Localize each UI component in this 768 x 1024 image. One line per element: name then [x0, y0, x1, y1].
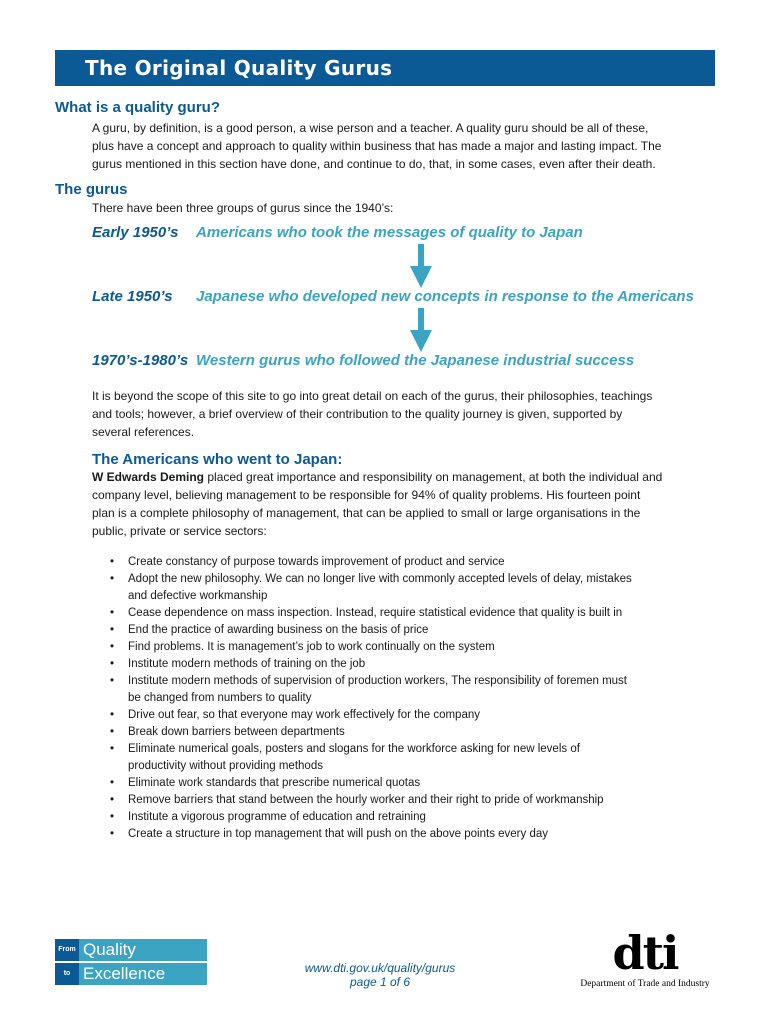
- deming-paragraph: [92, 468, 722, 540]
- quality-to-excellence-logo: [55, 939, 207, 987]
- page-title: The Original Quality Gurus: [55, 50, 715, 86]
- paragraph-line: gurus mentioned in this section have done, and continue to do, that, in some cases, even after their death.: [92, 157, 656, 171]
- paragraph-line: W Edwards Deming placed great importance and responsibility on management, at both the individual and: [92, 470, 663, 484]
- paragraph-line: public, private or service sectors:: [92, 524, 267, 538]
- list-item: • End the practice of awarding business on the basis of price: [110, 622, 720, 639]
- list-item: • Eliminate work standards that prescribe numerical quotas: [110, 775, 720, 792]
- fourteen-points-list: [110, 554, 720, 843]
- section-heading-what-is-guru: What is a quality guru?: [55, 99, 221, 116]
- group-period: Late 1950’s: [92, 288, 173, 305]
- down-arrow-icon: [410, 244, 432, 288]
- logo-to-label: to: [55, 963, 79, 985]
- logo-excellence-word: Excellence: [79, 963, 207, 985]
- list-item: • Drive out fear, so that everyone may work effectively for the company: [110, 707, 720, 724]
- paragraph-line: plus have a concept and approach to quality within business that has made a major and lasting impact. The: [92, 139, 662, 153]
- list-item: • Institute modern methods of training on the job: [110, 656, 720, 673]
- logo-from-label: From: [55, 939, 79, 961]
- list-item: • Institute modern methods of supervision of production workers, The responsibility of foremen must be changed from numbers to quality: [110, 673, 720, 707]
- list-item: • Create a structure in top management that will push on the above points every day: [110, 826, 720, 843]
- paragraph-line: A guru, by definition, is a good person, a wise person and a teacher. A quality guru should be all of these,: [92, 121, 649, 135]
- group-period: 1970’s-1980’s: [92, 352, 189, 369]
- paragraph-line: and tools; however, a brief overview of their contribution to the quality journey is given, supported by: [92, 407, 623, 421]
- paragraph-line: It is beyond the scope of this site to go into great detail on each of the gurus, their philosophies, teachings: [92, 389, 653, 403]
- guru-name: W Edwards Deming: [92, 470, 205, 484]
- gurus-intro: There have been three groups of gurus since the 1940’s:: [92, 201, 394, 215]
- logo-quality-word: Quality: [79, 939, 207, 961]
- group-description: Americans who took the messages of quality to Japan: [196, 224, 583, 241]
- section-heading-americans: The Americans who went to Japan:: [92, 451, 343, 468]
- footer-url-link[interactable]: www.dti.gov.uk/quality/gurus: [304, 961, 456, 975]
- paragraph-line: several references.: [92, 425, 195, 439]
- paragraph-line: plan is a complete philosophy of management, that can be applied to small or large organisations in the: [92, 506, 641, 520]
- list-item: • Create constancy of purpose towards improvement of product and service: [110, 554, 720, 571]
- section-heading-the-gurus: The gurus: [55, 181, 128, 198]
- list-item: • Eliminate numerical goals, posters and slogans for the workforce asking for new levels of productivity without providing methods: [110, 741, 720, 775]
- list-item: • Remove barriers that stand between the hourly worker and their right to pride of workmanship: [110, 792, 720, 809]
- list-item: • Find problems. It is management’s job to work continually on the system: [110, 639, 720, 656]
- dti-logo-mark: dti: [612, 926, 678, 980]
- group-period: Early 1950’s: [92, 224, 179, 241]
- group-description: Western gurus who followed the Japanese industrial success: [196, 352, 635, 369]
- guru-group-row: [92, 352, 634, 369]
- guru-group-row: [92, 224, 583, 241]
- dti-logo: [575, 926, 715, 989]
- page-number: page 1 of 6: [349, 975, 411, 989]
- list-item: • Adopt the new philosophy. We can no longer live with commonly accepted levels of delay, mistakes and defective workmanship: [110, 571, 720, 605]
- list-item: • Cease dependence on mass inspection. Instead, require statistical evidence that quality is built in: [110, 605, 720, 622]
- group-description: Japanese who developed new concepts in response to the Americans: [196, 288, 694, 305]
- list-item: • Institute a vigorous programme of education and retraining: [110, 809, 720, 826]
- down-arrow-icon: [410, 308, 432, 352]
- guru-group-row: [92, 288, 694, 305]
- paragraph-line: company level, believing management to be responsible for 94% of quality problems. His fourteen point: [92, 488, 641, 502]
- guru-definition-paragraph: [92, 119, 722, 173]
- dti-department-name: Department of Trade and Industry: [580, 979, 710, 989]
- scope-paragraph: [92, 387, 722, 441]
- list-item: • Break down barriers between departments: [110, 724, 720, 741]
